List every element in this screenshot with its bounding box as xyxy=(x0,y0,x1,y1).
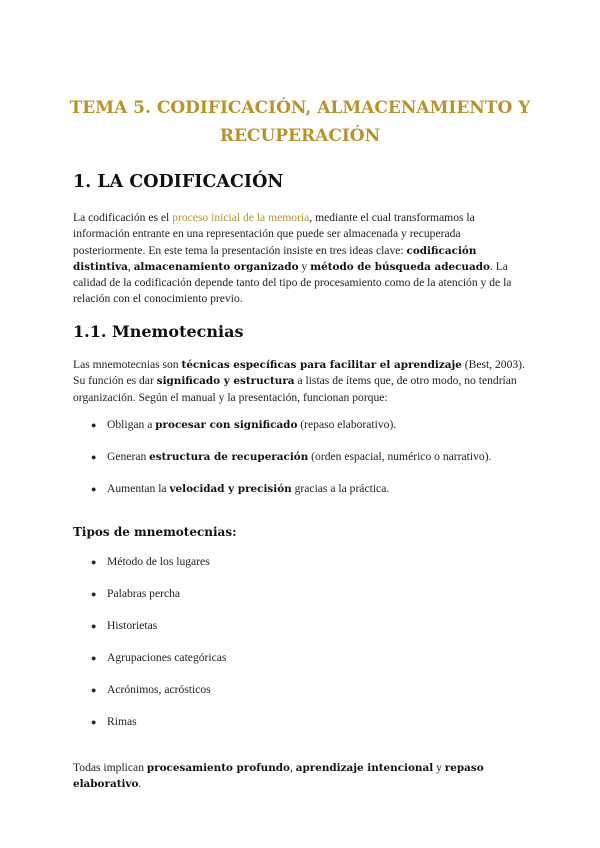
text-run: Las mnemotecnias son xyxy=(73,358,182,371)
bullet-icon: ● xyxy=(91,685,97,695)
bold-run: procesamiento profundo xyxy=(146,762,290,774)
bullet-icon: ● xyxy=(91,621,97,631)
text-run: (Best, 2003). Su función es dar xyxy=(73,358,525,388)
text-run: . La calidad de la codificación depende tanto del tipo de procesamiento como de la atención y de la relación con el conocimiento previo. xyxy=(73,259,512,306)
list-item xyxy=(73,618,533,650)
tipos-list xyxy=(73,554,533,746)
bullet-icon: ● xyxy=(91,589,97,599)
title-line-1: TEMA 5. CODIFICACIÓN, ALMACENAMIENTO Y xyxy=(69,98,531,118)
text-run: Todas implican xyxy=(73,761,147,774)
list-item xyxy=(73,714,533,746)
list-item xyxy=(73,682,533,714)
bullet-icon: ● xyxy=(91,653,97,663)
memoria-link[interactable]: proceso inicial de la memoria xyxy=(172,211,310,224)
text-run: y xyxy=(433,761,445,774)
bold-run: método de búsqueda adecuado xyxy=(310,260,490,273)
list-item xyxy=(73,554,533,586)
list-item-text: Rimas xyxy=(107,715,137,728)
bold-run: almacenamiento organizado xyxy=(133,260,299,273)
list-item-text: Acrónimos, acrósticos xyxy=(107,683,211,696)
text-run: gracias a la práctica. xyxy=(291,482,390,495)
text-run: , mediante el cual transformamos la información entrante en una representación que puede ser almacenada y recuperada posteriormente. En este tema la presentación insiste en tres ideas clave: xyxy=(73,211,475,257)
tipos-heading: Tipos de mnemotecnias: xyxy=(73,525,237,539)
bullet-icon: ● xyxy=(91,557,97,567)
list-item-text: Agrupaciones categóricas xyxy=(107,651,227,664)
text-run: , xyxy=(289,761,296,774)
subsection-heading-mnemotecnias: 1.1. Mnemotecnias xyxy=(73,322,244,341)
bold-run: técnicas específicas para facilitar el aprendizaje xyxy=(181,359,462,371)
bold-run: procesar con significado xyxy=(155,419,298,431)
list-item-text: Historietas xyxy=(107,619,158,632)
bold-run: significado y estructura xyxy=(156,375,295,388)
bold-run: aprendizaje intencional xyxy=(295,762,434,774)
closing-paragraph xyxy=(73,760,531,793)
list-item xyxy=(73,586,533,618)
reasons-list xyxy=(73,417,533,513)
text-run: , xyxy=(127,259,134,273)
bold-run: velocidad y precisión xyxy=(169,483,292,495)
list-item xyxy=(73,481,533,513)
codificacion-paragraph xyxy=(73,210,531,308)
text-run: Obligan a xyxy=(107,418,156,431)
bold-run: estructura de recuperación xyxy=(149,451,309,463)
bullet-icon: ● xyxy=(91,452,97,462)
text-run: Generan xyxy=(107,450,150,463)
mnemotecnias-paragraph xyxy=(73,357,531,406)
text-run: (orden espacial, numérico o narrativo). xyxy=(308,450,492,463)
document-title xyxy=(60,94,540,150)
title-line-2: RECUPERACIÓN xyxy=(219,126,381,146)
bullet-icon: ● xyxy=(91,717,97,727)
text-run: Aumentan la xyxy=(107,482,170,495)
text-run: La codificación es el xyxy=(73,211,173,224)
list-item xyxy=(73,449,533,481)
list-item-text: Palabras percha xyxy=(107,587,181,600)
bullet-icon: ● xyxy=(91,420,97,430)
list-item xyxy=(73,650,533,682)
bullet-icon: ● xyxy=(91,484,97,494)
section-heading-codificacion: 1. LA CODIFICACIÓN xyxy=(73,172,284,192)
list-item-text: Método de los lugares xyxy=(107,555,210,568)
text-run: y xyxy=(298,259,311,273)
text-run: (repaso elaborativo). xyxy=(297,418,397,431)
bold-run: repaso elaborativo xyxy=(73,762,484,791)
bold-run: codificación distintiva xyxy=(73,244,477,273)
list-item xyxy=(73,417,533,449)
text-run: a listas de ítems que, de otro modo, no tendrían organización. Según el manual y la presentación, funcionan porque: xyxy=(73,374,517,404)
text-run: . xyxy=(138,777,142,791)
